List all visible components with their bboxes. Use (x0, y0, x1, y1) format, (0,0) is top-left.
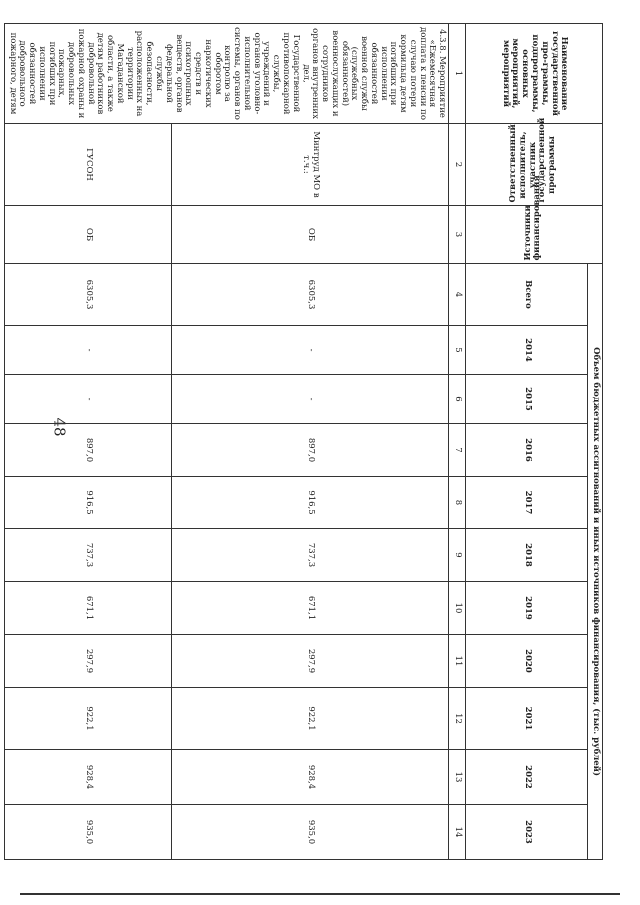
header-year: 2014 (466, 326, 588, 375)
column-number: 13 (449, 750, 466, 805)
header-total: Всего (466, 264, 588, 326)
header-source: Источники финансирования (466, 206, 603, 264)
column-number: 11 (449, 635, 466, 688)
column-number: 3 (449, 206, 466, 264)
source-cell: ОБ (4, 206, 171, 264)
value-cell: 6305,3 (171, 264, 448, 326)
value-cell: 935,0 (171, 805, 448, 860)
column-number: 4 (449, 264, 466, 326)
header-year: 2022 (466, 750, 588, 805)
value-cell: 737,3 (4, 529, 171, 582)
responsible-cell: ГУСОН (4, 124, 171, 206)
value-cell: 6305,3 (4, 264, 171, 326)
header-year: 2018 (466, 529, 588, 582)
measure-description: 4.3.8. Мероприятие «Ежемесячная доплата к пенсии по случаю потери кормильца детям погибших при исполнении обязанностей военной службы (служебных обязанностей) военнослужащих и сотрудников органов внутренних дел, Государственной противопожарной службы, учреждений и органов уголовно-исполнительной системы, органов по контролю за оборотом наркотических средств и психотропных веществ, органов федеральной службы безопасности, расположенных на территории Магаданской области, а также детям работников добровольной пожарной охраны и добровольных пожарных, погибших при исполнении обязанностей добровольного пожарного, детям (4, 24, 448, 124)
column-number: 2 (449, 124, 466, 206)
value-cell: 928,4 (171, 750, 448, 805)
value-cell: 897,0 (4, 424, 171, 477)
column-number: 9 (449, 529, 466, 582)
header-year: 2016 (466, 424, 588, 477)
column-number: 5 (449, 326, 466, 375)
page-bottom-rule (20, 893, 620, 895)
header-year: 2019 (466, 582, 588, 635)
value-cell: 916,5 (171, 477, 448, 529)
value-cell: 737,3 (171, 529, 448, 582)
table-row (171, 24, 448, 860)
header-year: 2017 (466, 477, 588, 529)
value-cell: 671,1 (4, 582, 171, 635)
value-cell: 671,1 (171, 582, 448, 635)
source-cell: ОБ (171, 206, 448, 264)
header-funding-group: Объем бюджетных ассигнований и иных источников финансирования, (тыс. рублей) (588, 264, 603, 860)
column-number: 14 (449, 805, 466, 860)
value-cell: 297,9 (4, 635, 171, 688)
value-cell: - (4, 375, 171, 424)
header-year: 2015 (466, 375, 588, 424)
value-cell: 935,0 (4, 805, 171, 860)
value-cell: - (171, 326, 448, 375)
column-number-row (449, 24, 466, 860)
value-cell: 297,9 (171, 635, 448, 688)
page-number: 48 (50, 417, 69, 437)
header-responsible: Ответственный исполнитель, участник государственной программы (466, 124, 603, 206)
table-row (4, 24, 171, 860)
rotated-table-container (7, 23, 603, 859)
column-number: 7 (449, 424, 466, 477)
header-year: 2020 (466, 635, 588, 688)
column-number: 1 (449, 24, 466, 124)
column-number: 10 (449, 582, 466, 635)
header-year: 2023 (466, 805, 588, 860)
value-cell: 897,0 (171, 424, 448, 477)
header-year: 2021 (466, 688, 588, 750)
responsible-cell: Минтруд МО в т.ч.: (171, 124, 448, 206)
budget-table (4, 23, 603, 860)
value-cell: 922,1 (171, 688, 448, 750)
value-cell: - (171, 375, 448, 424)
value-cell: 922,1 (4, 688, 171, 750)
column-number: 8 (449, 477, 466, 529)
header-name: Наименование государственной про-граммы, подпрограммы, основных мероприятий, мероприятий (466, 24, 603, 124)
value-cell: 928,4 (4, 750, 171, 805)
value-cell: - (4, 326, 171, 375)
value-cell: 916,5 (4, 477, 171, 529)
column-number: 12 (449, 688, 466, 750)
column-number: 6 (449, 375, 466, 424)
